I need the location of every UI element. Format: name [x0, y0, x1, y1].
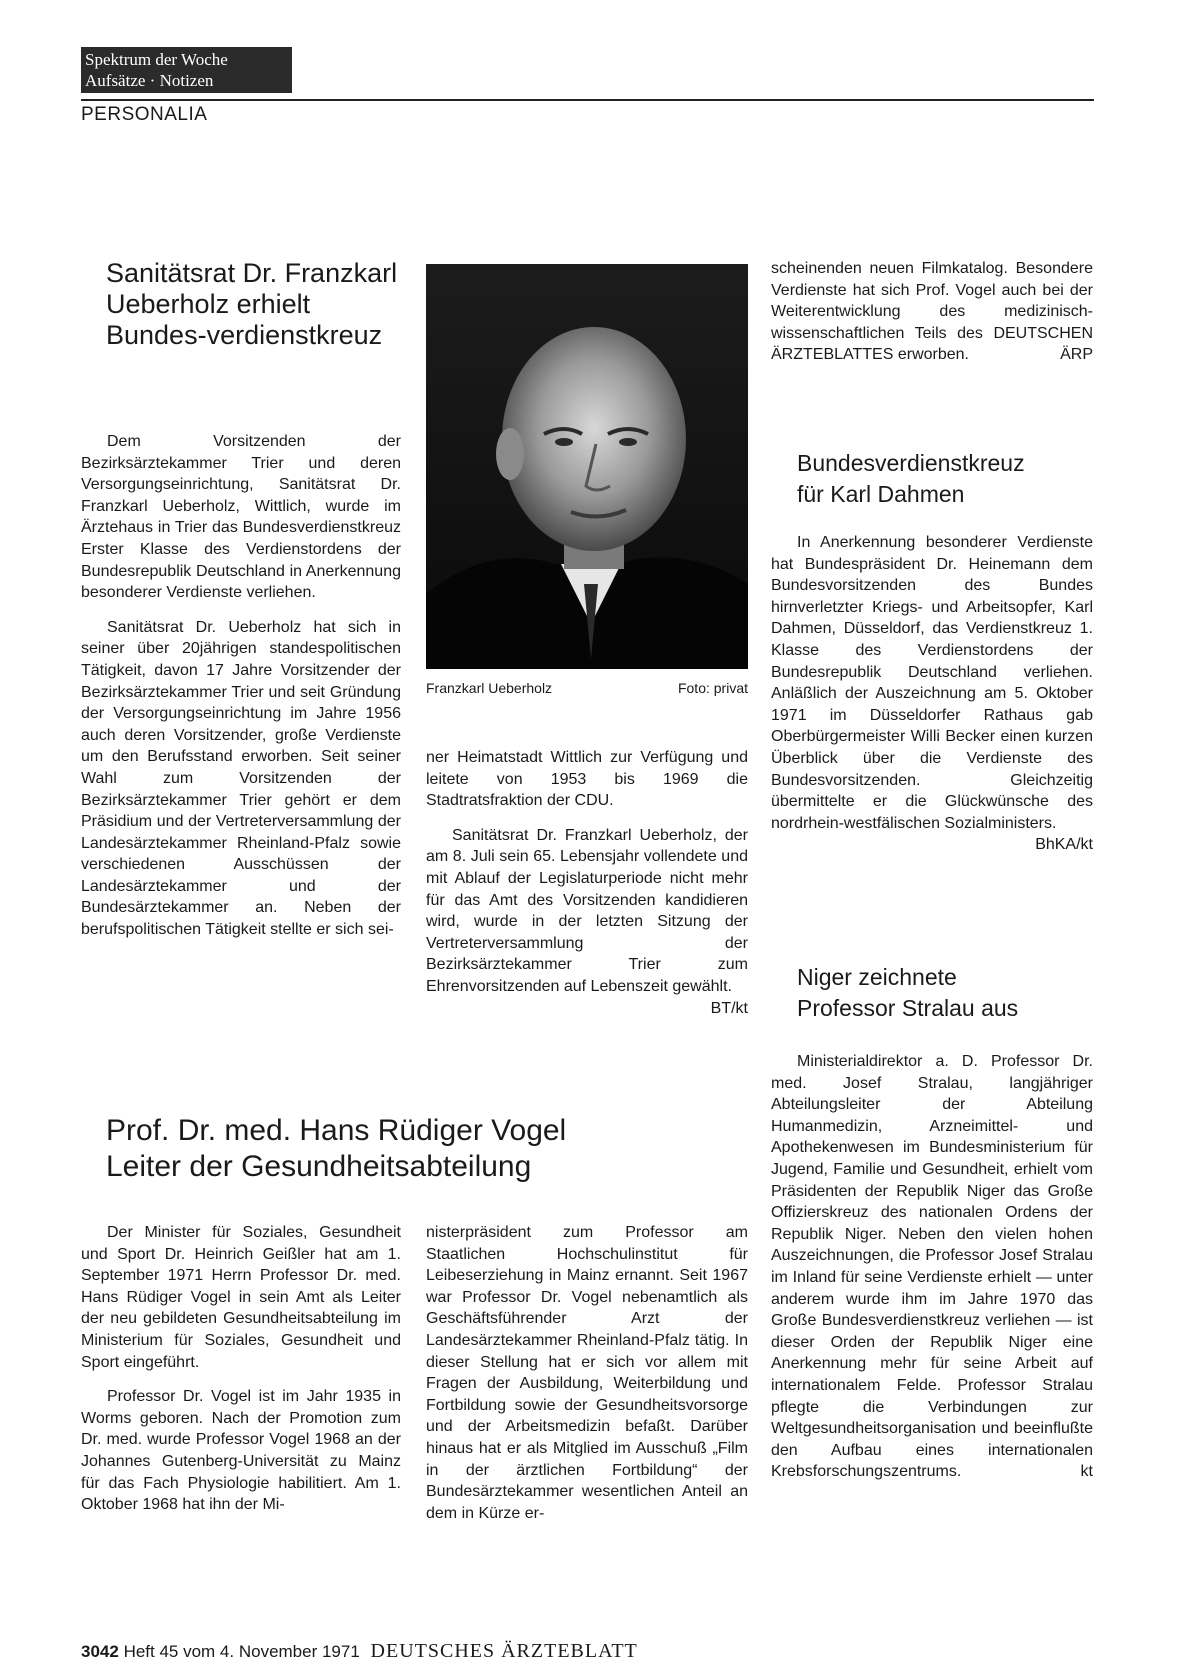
article1-paragraph-1: Dem Vorsitzenden der Bezirksärztekammer Trier und deren Versorgungseinrichtung, Sanitätsrat Dr. Franzkarl Ueberholz, Wittlich, wurde im Ärztehaus in Trier das Bundesverdienstkreuz Erster Klasse des Verdienstordens der Bundesrepublik Deutschland in Anerkennung besonderer Verdienste verliehen. [81, 433, 401, 602]
issue-info: Heft 45 vom 4. November 1971 [123, 1642, 360, 1661]
article3-title-line-2: für Karl Dahmen [797, 481, 965, 507]
article1-paragraph-2: Sanitätsrat Dr. Ueberholz hat sich in seiner über 20jährigen standespolitischen Tätigkeit, davon 17 Jahre Vorsitzender der Bezirksärztekammer Trier und seit Gründung der Versorgungseinrichtung im Jahre 1956 auch deren Vorsitzender, große Verdienste um den Berufsstand erworben. Seit seiner Wahl zum Vorsitzenden der Bezirksärztekammer Trier gehört er dem Präsidium und der Vertreterversammlung der Landesärztekammer Rheinland-Pfalz sowie verschiedenen Ausschüssen der Landesärztekammer und der Bundesärztekammer an. Neben der berufspolitischen Tätigkeit stellte er sich sei- [81, 618, 401, 939]
article2-paragraph-2-end-text: scheinenden neuen Filmkatalog. Besondere Verdienste hat sich Prof. Vogel auch bei der Weiterentwicklung des medizinisch-wissenschaftlichen Teils des DEUTSCHEN ÄRZTEBLATTES erworben. [771, 260, 1093, 364]
article3-heading [797, 448, 1097, 510]
article4-column [771, 1051, 1093, 1496]
article3-title-line-1: Bundesverdienstkreuz [797, 450, 1025, 476]
badge-line-2: Aufsätze · Notizen [85, 71, 214, 90]
photo-caption [426, 680, 748, 696]
article1-paragraph-2-continued: ner Heimatstadt Wittlich zur Verfügung und leitete von 1953 bis 1969 die Stadtratsfraktion der CDU. [426, 749, 748, 810]
page-footer [81, 1640, 638, 1663]
portrait-photo [426, 264, 748, 669]
photo-caption-name: Franzkarl Ueberholz [426, 680, 553, 696]
article2-paragraph-2-continued: nisterpräsident zum Professor am Staatlichen Hochschulinstitut für Leibeserziehung in Mainz ernannt. Seit 1967 war Professor Dr. Vogel nebenamtlich als Geschäftsführender Arzt der Landesärztekammer Rheinland-Pfalz tätig. In dieser Stellung hat er sich vor allem mit Fragen der Ausbildung, Weiterbildung und Fortbildung sowie der Gesundheitsvorsorge und der Arbeitsmedizin befaßt. Darüber hinaus hat er als Mitglied im Ausschuß „Film in der ärztlichen Fortbildung“ der Bundesärztekammer wesentlichen Anteil an dem in Kürze er- [426, 1224, 748, 1522]
article2-paragraph-1: Der Minister für Soziales, Gesundheit und Sport Dr. Heinrich Geißler hat am 1. September 1971 Herrn Professor Dr. med. Hans Rüdiger Vogel in sein Amt als Leiter der neu gebildeten Gesundheitsabteilung im Ministerium für Soziales, Gesundheit und Sport eingeführt. [81, 1224, 401, 1371]
article2-title-line-1: Prof. Dr. med. Hans Rüdiger Vogel [106, 1114, 567, 1147]
article3-signature: BhKA/kt [1035, 836, 1093, 854]
article2-signature: ÄRP [1060, 346, 1093, 364]
article1-paragraph-3 [426, 825, 748, 1017]
section-title: PERSONALIA [81, 104, 208, 125]
section-badge [81, 47, 292, 93]
article1-title: Sanitätsrat Dr. Franzkarl Ueberholz erhielt Bundes-verdienstkreuz [106, 258, 398, 350]
page-number: 3042 [81, 1642, 119, 1661]
article1-column-2 [426, 747, 748, 1019]
article4-heading [797, 962, 1097, 1024]
article1-signature: BT/kt [710, 999, 748, 1017]
article4-paragraph-1-text: Ministerialdirektor a. D. Professor Dr. med. Josef Stralau, langjähriger Abteilungsleiter der Abteilung Humanmedizin, Arzneimittel- und Apothekenwesen im Bundesministerium für Jugend, Familie und Gesundheit, erhielt vom Präsidenten der Republik Niger das Große Offizierskreuz des nationalen Ordens der Republik Niger. Neben den vielen hohen Auszeichnungen, die Professor Josef Stralau im Inland für seine Verdienste erhielt — unter anderem wurde ihm im Jahre 1970 das Große Bundesverdienstkreuz verliehen — ist dieser Orden der Republik Niger eine Anerkennung mehr für seine Arbeit auf internationalem Felde. Professor Stralau pflegte die Verbindungen zur Weltgesundheitsorganisation und beeinflußte den Aufbau eines internationalen Krebsforschungszentrums. [771, 1053, 1093, 1481]
article3-paragraph-1 [771, 532, 1093, 854]
article4-paragraph-1 [771, 1051, 1093, 1483]
badge-line-1: Spektrum der Woche [85, 50, 228, 69]
portrait-image [426, 264, 748, 669]
article4-signature: kt [1080, 1463, 1093, 1481]
article2-column-1 [81, 1222, 401, 1529]
article2-heading [106, 1113, 756, 1185]
article4-title-line-2: Professor Stralau aus [797, 995, 1019, 1021]
article4-title-line-1: Niger zeichnete [797, 964, 957, 990]
photo-credit: Foto: privat [677, 680, 748, 696]
header-rule [81, 99, 1094, 101]
journal-name: DEUTSCHES ÄRZTEBLATT [370, 1640, 638, 1662]
article1-paragraph-3-text: Sanitätsrat Dr. Franzkarl Ueberholz, der am 8. Juli sein 65. Lebensjahr vollendete und mit Ablauf der Legislaturperiode nicht mehr für das Amt des Vorsitzenden kandidieren wird, wurde in der letzten Sitzung der Vertreterversammlung der Bezirksärztekammer Trier zum Ehrenvorsitzenden auf Lebenszeit gewählt. [426, 826, 748, 995]
article2-column-2 [426, 1222, 748, 1537]
article3-column [771, 532, 1093, 856]
article2-paragraph-2-end [771, 258, 1093, 366]
article2-title-line-2: Leiter der Gesundheitsabteilung [106, 1150, 532, 1183]
article3-paragraph-1-text: In Anerkennung besonderer Verdienste hat Bundespräsident Dr. Heinemann dem Bundesvorsitzenden des Bundes hirnverletzter Kriegs- und Arbeitsopfer, Karl Dahmen, Düsseldorf, das Verdienstkreuz 1. Klasse des Verdienstordens der Bundesrepublik Deutschland verliehen. Anläßlich der Auszeichnung am 5. Oktober 1971 im Düsseldorfer Rathaus gab Oberbürgermeister Willi Becker einen kurzen Überblick über die Verdienste des Bundesvorsitzenden. Gleichzeitig übermittelte er die Glückwünsche des nordrhein-westfälischen Sozialministers. [771, 534, 1093, 832]
article2-paragraph-2: Professor Dr. Vogel ist im Jahr 1935 in Worms geboren. Nach der Promotion zum Dr. med. wurde Professor Vogel 1968 an der Johannes Gutenberg-Universität zu Mainz für das Fach Physiologie habilitiert. Am 1. Oktober 1968 hat ihn der Mi- [81, 1388, 401, 1514]
article2-column-3 [771, 258, 1093, 379]
article1-column-1 [81, 431, 401, 954]
article1-heading [106, 258, 406, 351]
